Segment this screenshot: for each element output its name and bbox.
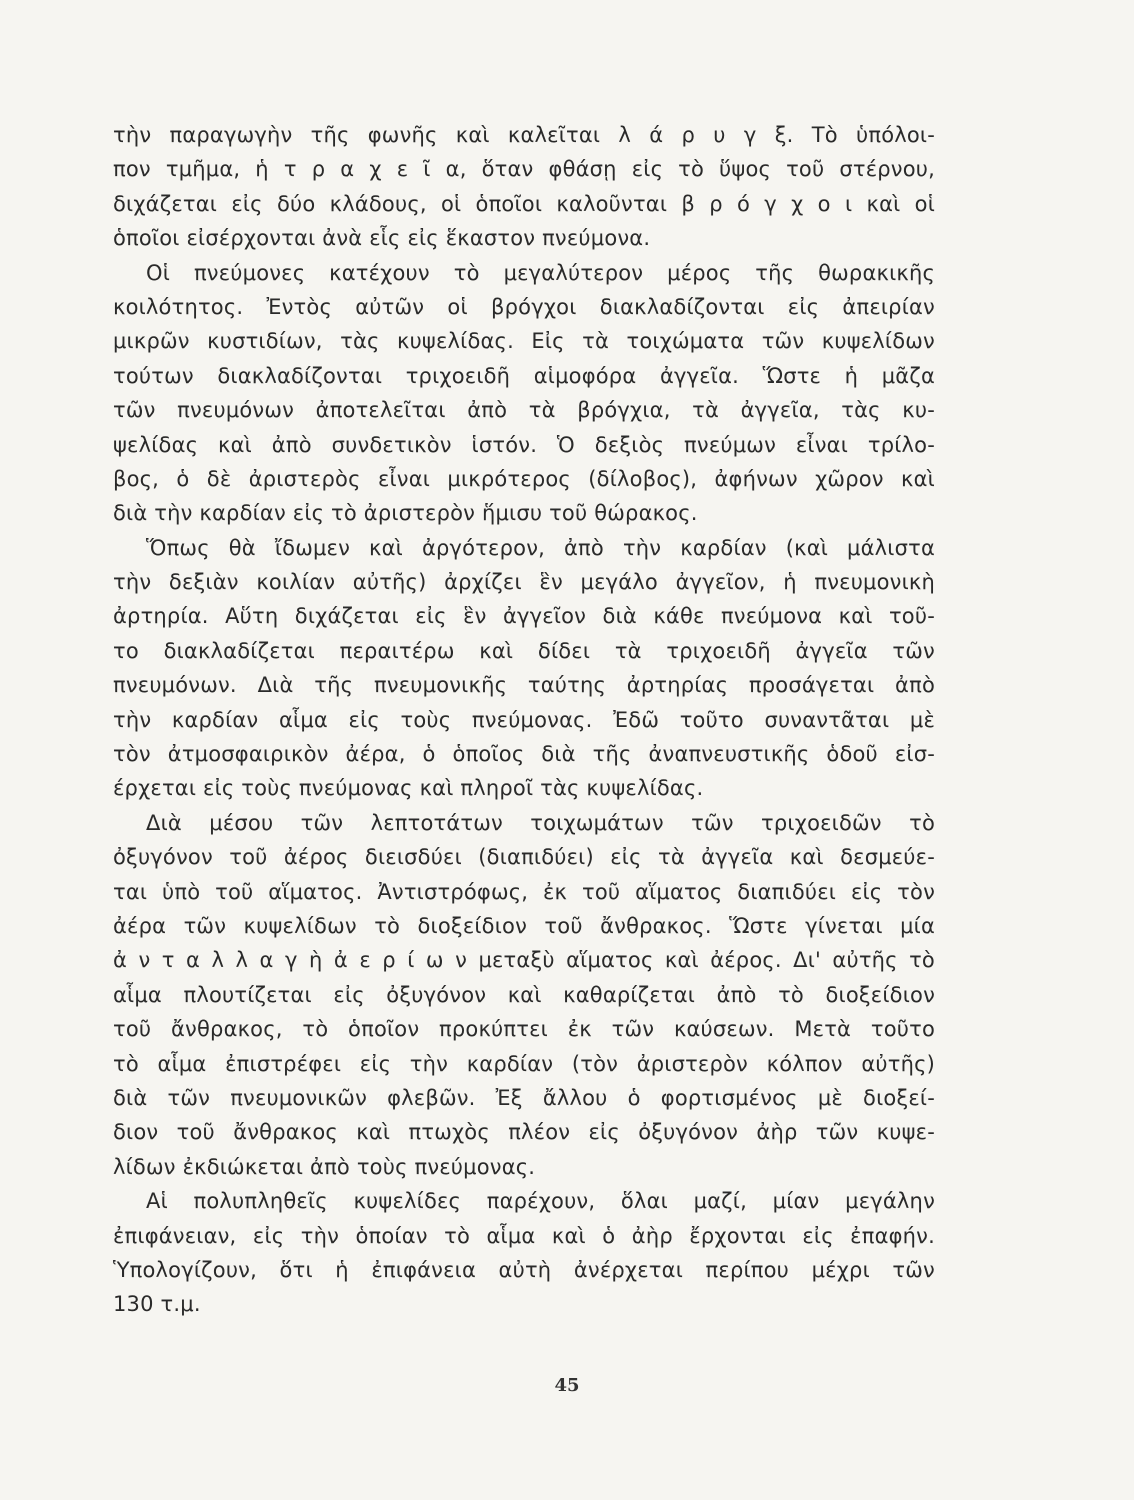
text-line: τὴν παραγωγὴν τῆς φωνῆς καὶ καλεῖται λ ά ρ υ γ ξ. Τὸ ὑπόλοι- (113, 123, 935, 147)
text-line: διχάζεται εἰς δύο κλάδους, οἱ ὁποῖοι καλοῦνται β ρ ό γ χ ο ι καὶ οἱ (113, 191, 935, 216)
text-line: λίδων ἐκδιώκεται ἀπὸ τοὺς πνεύμονας. (113, 1154, 536, 1179)
text-line: Αἱ πολυπληθεῖς κυψελίδες παρέχουν, ὅλαι μαζί, μίαν μεγάλην (146, 1189, 935, 1214)
text-line: τὸν ἀτμοσφαιρικὸν ἀέρα, ὁ ὁποῖος διὰ τῆς ἀναπνευστικῆς ὁδοῦ εἰσ- (113, 742, 935, 767)
text-line: τὸ αἷμα ἐπιστρέφει εἰς τὴν καρδίαν (τὸν ἀριστερὸν κόλπον αὐτῆς) (113, 1051, 935, 1076)
text-line: διὰ τῶν πνευμονικῶν φλεβῶν. Ἐξ ἄλλου ὁ φορτισμένος μὲ διοξεί- (113, 1085, 935, 1110)
text-line: τὴν δεξιὰν κοιλίαν αὐτῆς) ἀρχίζει ἓν μεγάλο ἀγγεῖον, ἡ πνευμονικὴ (113, 570, 935, 595)
body-text (113, 118, 935, 1322)
text-line: πον τμῆμα, ἡ τ ρ α χ ε ῖ α, ὅταν φθάσῃ εἰς τὸ ὕψος τοῦ στέρνου, (113, 157, 935, 182)
text-line: τοῦ ἄνθρακος, τὸ ὁποῖον προκύπτει ἐκ τῶν καύσεων. Μετὰ τοῦτο (113, 1017, 935, 1042)
text-line: τούτων διακλαδίζονται τριχοειδῆ αἱμοφόρα ἀγγεῖα. Ὥστε ἡ μᾶζα (113, 363, 935, 388)
text-line: βος, ὁ δὲ ἀριστερὸς εἶναι μικρότερος (δίλοβος), ἀφήνων χῶρον καὶ (113, 466, 935, 491)
text-line: ἐπιφάνειαν, εἰς τὴν ὁποίαν τὸ αἷμα καὶ ὁ ἀὴρ ἔρχονται εἰς ἐπαφήν. (113, 1223, 935, 1248)
text-line: ἀρτηρία. Αὕτη διχάζεται εἰς ἓν ἀγγεῖον διὰ κάθε πνεύμονα καὶ τοῦ- (113, 604, 935, 629)
text-line: αἷμα πλουτίζεται εἰς ὀξυγόνον καὶ καθαρίζεται ἀπὸ τὸ διοξείδιον (113, 982, 935, 1007)
text-line: Ὑπολογίζουν, ὅτι ἡ ἐπιφάνεια αὐτὴ ἀνέρχεται περίπου μέχρι τῶν (113, 1257, 935, 1282)
text-line: Ὅπως θὰ ἴδωμεν καὶ ἀργότερον, ἀπὸ τὴν καρδίαν (καὶ μάλιστα (146, 535, 935, 560)
text-line: Οἱ πνεύμονες κατέχουν τὸ μεγαλύτερον μέρος τῆς θωρακικῆς (146, 260, 935, 285)
text-line: ψελίδας καὶ ἀπὸ συνδετικὸν ἱστόν. Ὁ δεξιὸς πνεύμων εἶναι τρίλο- (113, 432, 935, 457)
text-line: διὰ τὴν καρδίαν εἰς τὸ ἀριστερὸν ἥμισυ τοῦ θώρακος. (113, 501, 698, 526)
text-line: ἀ ν τ α λ λ α γ ὴ ἀ ε ρ ί ω ν μεταξὺ αἵματος καὶ ἀέρος. Δι' αὐτῆς τὸ (113, 948, 935, 973)
text-line: τῶν πνευμόνων ἀποτελεῖται ἀπὸ τὰ βρόγχια, τὰ ἀγγεῖα, τὰς κυ- (113, 398, 935, 423)
text-line: Διὰ μέσου τῶν λεπτοτάτων τοιχωμάτων τῶν τριχοειδῶν τὸ (146, 810, 935, 835)
text-line: ὀξυγόνον τοῦ ἀέρος διεισδύει (διαπιδύει) εἰς τὰ ἀγγεῖα καὶ δεσμεύε- (113, 845, 935, 870)
text-line: ται ὑπὸ τοῦ αἵματος. Ἀντιστρόφως, ἐκ τοῦ αἵματος διαπιδύει εἰς τὸν (113, 879, 935, 904)
text-line: ἀέρα τῶν κυψελίδων τὸ διοξείδιον τοῦ ἄνθρακος. Ὥστε γίνεται μία (113, 913, 935, 938)
text-line: μικρῶν κυστιδίων, τὰς κυψελίδας. Εἰς τὰ τοιχώματα τῶν κυψελίδων (113, 329, 935, 354)
text-line: ὁποῖοι εἰσέρχονται ἀνὰ εἷς εἰς ἕκαστον πνεύμονα. (113, 226, 651, 251)
text-line: τὴν καρδίαν αἷμα εἰς τοὺς πνεύμονας. Ἐδῶ τοῦτο συναντᾶται μὲ (113, 707, 935, 732)
page-number: 45 (554, 1375, 580, 1396)
text-line: διον τοῦ ἄνθρακος καὶ πτωχὸς πλέον εἰς ὀξυγόνον ἀὴρ τῶν κυψε- (113, 1120, 935, 1145)
text-line: πνευμόνων. Διὰ τῆς πνευμονικῆς ταύτης ἀρτηρίας προσάγεται ἀπὸ (113, 673, 935, 698)
text-line: 130 τ.μ. (113, 1292, 201, 1317)
text-line: έρχεται εἰς τοὺς πνεύμονας καὶ πληροῖ τὰς κυψελίδας. (113, 776, 704, 801)
text-line: το διακλαδίζεται περαιτέρω καὶ δίδει τὰ τριχοειδῆ ἀγγεῖα τῶν (113, 638, 935, 663)
text-line: κοιλότητος. Ἐντὸς αὐτῶν οἱ βρόγχοι διακλαδίζονται εἰς ἀπειρίαν (113, 294, 935, 319)
